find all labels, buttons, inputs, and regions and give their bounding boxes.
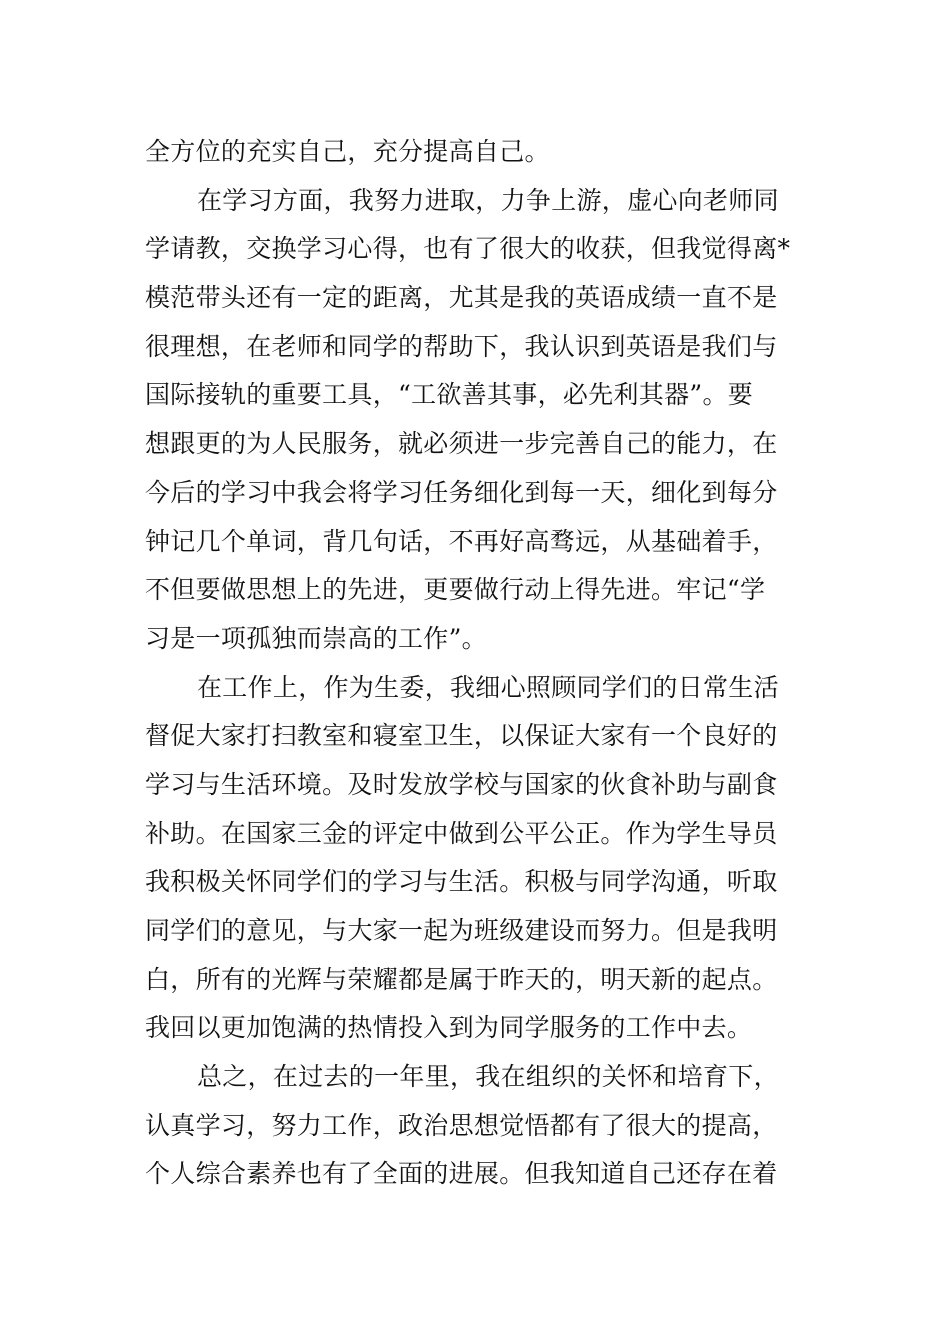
text-line: 认真学习，努力工作，政治思想觉悟都有了很大的提高， [145, 1110, 778, 1140]
document-body [145, 128, 815, 1199]
text-line: 很理想，在老师和同学的帮助下，我认识到英语是我们与 [145, 331, 778, 361]
text-line: 钟记几个单词，背几句话，不再好高骛远，从基础着手， [145, 526, 778, 556]
text-line: 不但要做思想上的先进，更要做行动上得先进。牢记“学 [145, 575, 766, 605]
text-line: 模范带头还有一定的距离，尤其是我的英语成绩一直不是 [145, 283, 778, 313]
text-line: 习是一项孤独而崇高的工作”。 [145, 623, 487, 653]
text-line: 督促大家打扫教室和寝室卫生，以保证大家有一个良好的 [145, 721, 778, 751]
text-line: 补助。在国家三金的评定中做到公平公正。作为学生导员 [145, 818, 778, 848]
text-line: 白，所有的光辉与荣耀都是属于昨天的，明天新的起点。 [145, 964, 778, 994]
text-line: 全方位的充实自己，充分提高自己。 [145, 137, 550, 166]
text-line: 个人综合素养也有了全面的进展。但我知道自己还存在着 [145, 1159, 778, 1189]
text-line: 想跟更的为人民服务，就必须进一步完善自己的能力，在 [145, 429, 778, 459]
text-line: 同学们的意见，与大家一起为班级建设而努力。但是我明 [145, 916, 778, 945]
text-line: 学请教，交换学习心得，也有了很大的收获，但我觉得离* [145, 234, 791, 264]
text-line: 今后的学习中我会将学习任务细化到每一天，细化到每分 [145, 477, 778, 507]
text-line: 国际接轨的重要工具，“工欲善其事，必先利其器”。要 [145, 380, 754, 410]
text-line: 我积极关怀同学们的学习与生活。积极与同学沟通，听取 [145, 867, 778, 897]
paragraph-first-line: 在学习方面，我努力进取，力争上游，虚心向老师同 [197, 185, 779, 215]
text-line: 学习与生活环境。及时发放学校与国家的伙食补助与副食 [145, 769, 778, 799]
paragraph-first-line: 总之，在过去的一年里，我在组织的关怀和培育下， [197, 1062, 779, 1092]
text-line: 我回以更加饱满的热情投入到为同学服务的工作中去。 [145, 1013, 753, 1043]
paragraph-first-line: 在工作上，作为生委，我细心照顾同学们的日常生活 [197, 672, 779, 702]
